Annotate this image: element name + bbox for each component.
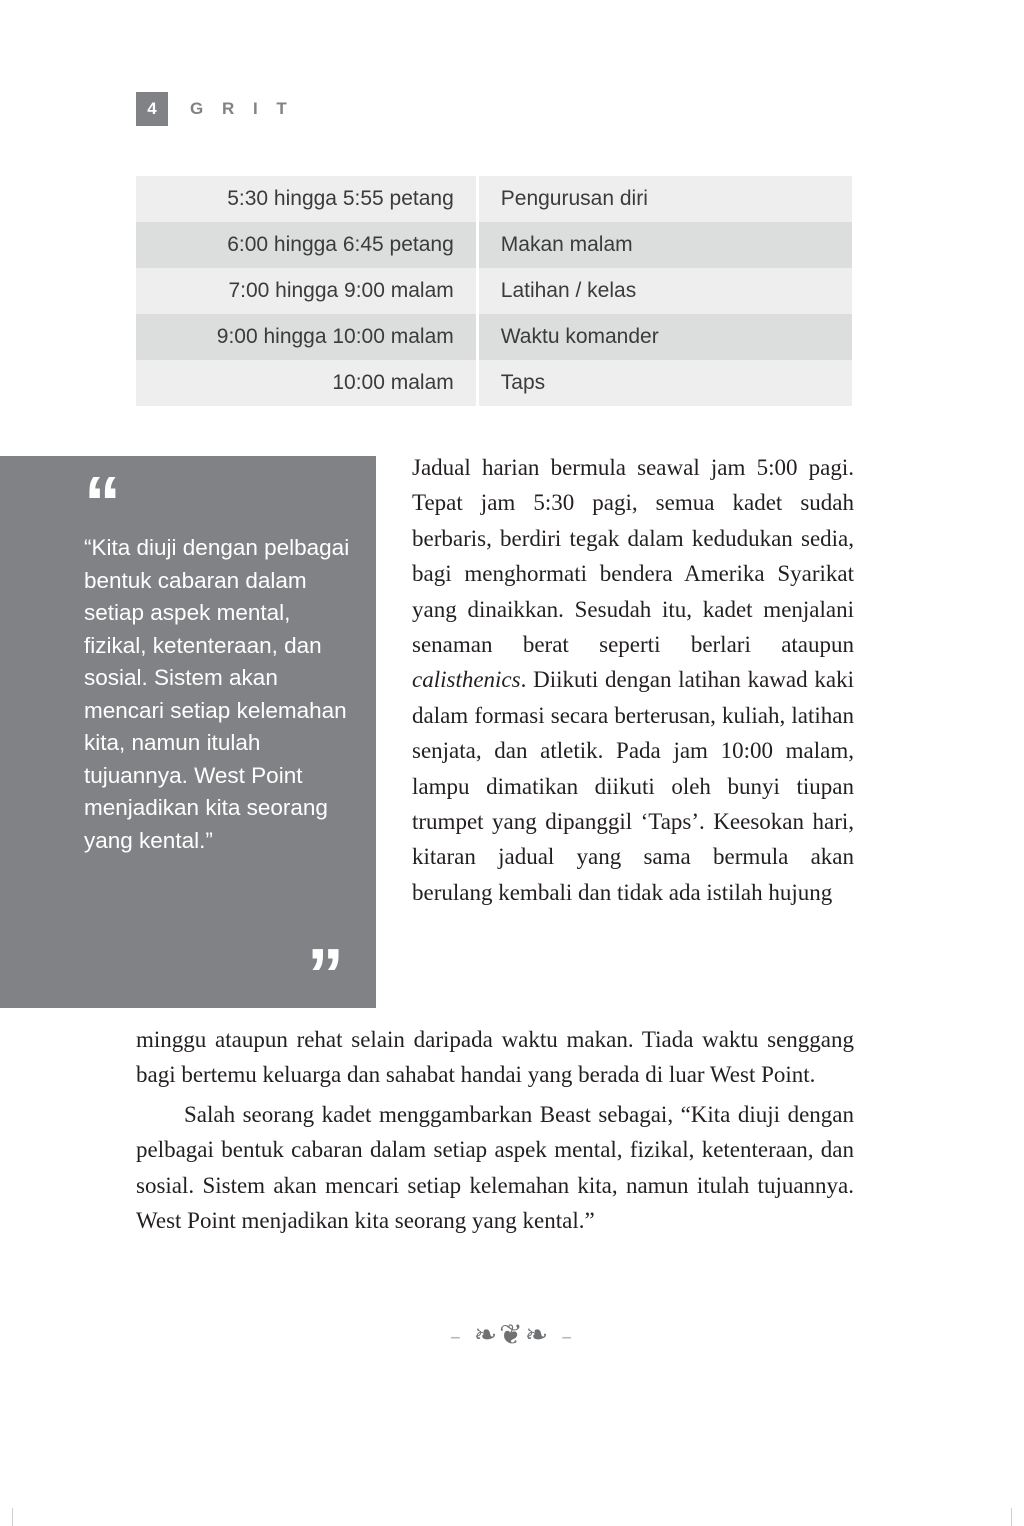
- schedule-activity: Pengurusan diri: [477, 176, 852, 222]
- body-text-part-1: Jadual harian bermula seawal jam 5:00 pagi. Tepat jam 5:30 pagi, semua kadet sudah berbaris, berdiri tegak dalam kedudukan sedia, bagi menghormati bendera Amerika Syarikat yang dinaikkan. Sesudah itu, kadet menjalani senaman berat seperti berlari ataupun: [412, 455, 854, 658]
- table-row: [136, 360, 852, 406]
- quote-open-mark-icon: “: [84, 461, 117, 544]
- body-text-part-2: . Diikuti dengan latihan kawad kaki dalam formasi secara berterusan, kuliah, latihan senjata, dan atletik. Pada jam 10:00 malam, lampu dimatikan diikuti oleh bunyi tiupan trumpet yang dipanggil ‘Taps’. Keesokan hari, kitaran jadual yang sama bermula akan berulang kembali dan tidak ada istilah hujung: [412, 667, 854, 905]
- body-paragraph-2: Salah seorang kadet menggambarkan Beast sebagai, “Kita diuji dengan pelbagai bentuk cabaran dalam setiap aspek mental, fizikal, ketenteraan, dan sosial. Sistem akan mencari setiap kelemahan kita, namun itulah tujuannya. West Point menjadikan kita seorang yang kental.”: [136, 1101, 854, 1234]
- schedule-time: 7:00 hingga 9:00 malam: [136, 268, 477, 314]
- pull-quote-text: “Kita diuji dengan pelbagai bentuk cabaran dalam setiap aspek mental, fizikal, ketenteraan, dan sosial. Sistem akan mencari setiap kelemahan kita, namun itulah tujuannya. West Point menjadikan kita seorang yang kental.”: [84, 535, 350, 853]
- table-row: [136, 268, 852, 314]
- body-paragraph-1: [412, 450, 854, 910]
- quote-close-mark-icon: ”: [307, 933, 340, 1016]
- schedule-table: [136, 176, 852, 406]
- schedule-activity: Waktu komander: [477, 314, 852, 360]
- schedule-time: 5:30 hingga 5:55 petang: [136, 176, 477, 222]
- schedule-activity: Taps: [477, 360, 852, 406]
- schedule-time: 6:00 hingga 6:45 petang: [136, 222, 477, 268]
- running-head: [136, 92, 294, 126]
- table-row: [136, 222, 852, 268]
- table-row: [136, 176, 852, 222]
- schedule-activity: Makan malam: [477, 222, 852, 268]
- ornament-right-dash: –: [561, 1325, 575, 1350]
- schedule-time: 10:00 malam: [136, 360, 477, 406]
- schedule-time: 9:00 hingga 10:00 malam: [136, 314, 477, 360]
- body-full-width: [136, 1022, 854, 1238]
- body-column-right: [412, 450, 854, 910]
- table-row: [136, 314, 852, 360]
- page-edge-mark-right: [1011, 1508, 1012, 1526]
- ornament-glyphs-icon: ❧❦❧: [473, 1318, 551, 1351]
- ornament-left-dash: –: [449, 1325, 463, 1350]
- book-title: G R I T: [190, 99, 294, 118]
- italic-term-calisthenics: calisthenics: [412, 667, 521, 693]
- page-number: 4: [136, 92, 168, 126]
- schedule-activity: Latihan / kelas: [477, 268, 852, 314]
- page-edge-mark-left: [12, 1508, 13, 1526]
- section-ornament: [0, 1318, 1024, 1351]
- body-paragraph-1-continued: minggu ataupun rehat selain daripada waktu makan. Tiada waktu senggang bagi bertemu keluarga dan sahabat handai yang berada di luar West Point.: [136, 1027, 854, 1088]
- pull-quote-block: [0, 456, 376, 1016]
